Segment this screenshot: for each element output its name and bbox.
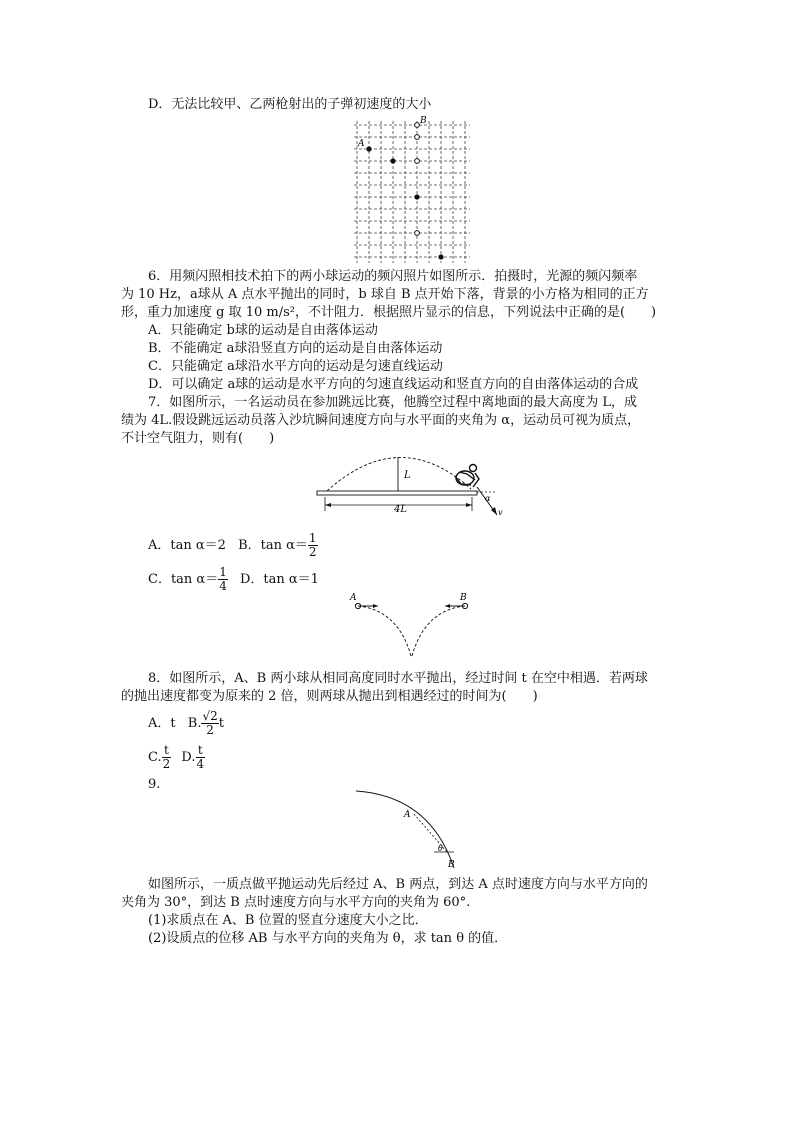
q7-option-d: D．tan α＝1 [240,572,319,587]
q6-strobe-figure [350,115,475,267]
q7-athlete-icon [455,465,479,488]
q9-number: 9. [148,777,161,792]
q6-label-b: B [420,116,427,126]
q8-stem-line: 的抛出速度都变为原来的 2 倍，则两球从抛出到相遇经过的时间为( ) [121,689,538,704]
q8-two-balls-figure [348,590,478,660]
q7-velocity-label: v [498,508,503,517]
q9-label-a: A [404,810,411,820]
q6-option-d: D．可以确定 a球的运动是水平方向的匀速直线运动和竖直方向的自由落体运动的合成 [148,377,639,392]
q7-stem-line: 7．如图所示，一名运动员在参加跳远比赛，他腾空过程中离地面的最大高度为 L，成 [148,395,638,410]
q7-options-row-1 [148,532,318,559]
q7-option-c: C．tan α＝ $\frac{1}{4}$ [148,565,227,593]
q8-label-a: A [350,593,357,603]
q6-stem-line: 形，重力加速度 g 取 10 m/s²，不计阻力．根据照片显示的信息，下列说法中正确的是( ) [121,305,657,320]
q9-part-2: (2)设质点的位移 AB 与水平方向的夹角为 θ，求 tan θ 的值． [148,931,508,946]
q6-option-c: C．只能确定 a球沿水平方向的运动是匀速直线运动 [148,359,443,374]
q7-option-b: B．tan α＝ $\frac{1}{2}$ [238,531,317,559]
q8-option-a: A．t [148,716,176,731]
q7-stem-line: 不计空气阻力，则有( ) [121,431,275,446]
q8-stem-line: 8．如图所示，A、B 两小球从相同高度同时水平抛出，经过时间 t 在空中相遇．若两球 [148,671,648,686]
q8-option-b: B. $\frac{√2}{2}$ t [187,709,224,737]
q7-angle-label: α [485,494,491,503]
q8-option-d: D. $\frac{t}{4}$ [181,743,205,771]
q6-option-a: A．只能确定 b球的运动是自由落体运动 [148,323,378,338]
q7-height-label: L [404,470,411,481]
q9-angle-label: θ [438,844,443,853]
q9-stem-line: 如图所示，一质点做平抛运动先后经过 A、B 两点，到达 A 点时速度方向与水平方向的 [148,877,648,892]
q5-option-d: D．无法比较甲、乙两枪射出的子弹初速度的大小 [148,97,432,112]
q9-trajectory-figure [352,788,472,870]
q6-label-a: A [358,139,365,149]
q6-stem-line: 6．用频闪照相技术拍下的两小球运动的频闪照片如图所示．拍摄时，光源的频闪频率 [148,269,638,284]
q9-label-b: B [448,860,455,870]
q7-options-row-2 [148,566,319,593]
q6-option-b: B．不能确定 a球沿竖直方向的运动是自由落体运动 [148,341,443,356]
q9-part-1: (1)求质点在 A、B 位置的竖直分速度大小之比． [148,913,428,928]
q7-option-a: A．tan α＝2 [148,538,226,553]
q7-long-jump-figure [315,447,515,522]
q8-label-b: B [460,593,467,603]
q8-option-c: C. $\frac{t}{2}$ [148,743,171,771]
q6-stem-line: 为 10 Hz，a球从 A 点水平抛出的同时，b 球自 B 点开始下落，背景的小方格为相同的正方 [121,287,649,302]
q7-stem-line: 绩为 4L.假设跳远运动员落入沙坑瞬间速度方向与水平面的夹角为 α，运动员可视为质点， [121,413,641,428]
q8-options-row-1 [148,710,224,737]
q7-distance-label: 4L [394,504,408,515]
q8-options-row-2 [148,744,205,771]
q9-stem-line: 夹角为 30°，到达 B 点时速度方向与水平方向的夹角为 60°. [121,895,471,910]
